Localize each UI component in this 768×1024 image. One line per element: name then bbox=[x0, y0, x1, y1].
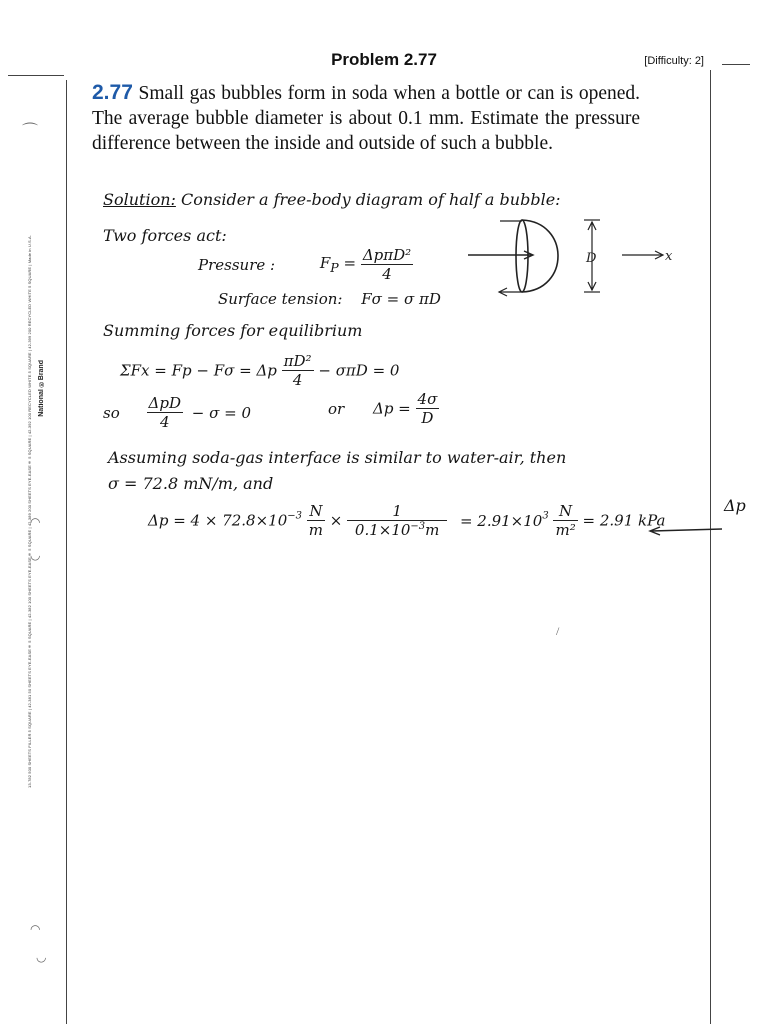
difficulty-badge: [Difficulty: 2] bbox=[644, 55, 704, 67]
tension-equation: Fσ = σ πD bbox=[361, 290, 441, 308]
so-equation bbox=[103, 394, 251, 431]
final-times: × bbox=[329, 511, 343, 530]
pressure-denominator: 4 bbox=[382, 265, 392, 283]
problem-number: 2.77 bbox=[92, 81, 133, 104]
left-margin-line bbox=[66, 80, 67, 1024]
problem-statement bbox=[92, 80, 640, 156]
final-diameter bbox=[347, 521, 447, 539]
final-exponent-3: 3 bbox=[542, 510, 549, 522]
final-unit-n: N bbox=[307, 502, 325, 521]
scan-mark: ⌒ bbox=[22, 123, 39, 140]
summing-heading: Summing forces for equilibrium bbox=[103, 321, 363, 340]
solution-intro-text: Consider a free-body diagram of half a bubble: bbox=[180, 190, 561, 209]
solution-label: Solution: bbox=[103, 190, 176, 209]
or-label: or bbox=[328, 399, 345, 418]
final-exponent-2: −3 bbox=[410, 521, 426, 532]
bubble-flat-face bbox=[516, 220, 528, 292]
sum-rhs: − σπD = 0 bbox=[318, 361, 400, 380]
final-equals: = 2.91×10 bbox=[459, 511, 543, 530]
tension-label: Surface tension: bbox=[218, 290, 343, 308]
pressure-fraction bbox=[361, 246, 413, 283]
so-denominator: 4 bbox=[159, 413, 170, 431]
problem-text: Small gas bubbles form in soda when a bottle or can is opened. The average bubble diameter is about 0.1 mm. Estimate the pressure difference between the inside and outside of such a bubble. bbox=[92, 83, 641, 154]
sum-fraction bbox=[282, 352, 314, 389]
final-den-unit: m bbox=[425, 521, 440, 539]
page-title: Problem 2.77 bbox=[331, 50, 437, 69]
pressure-numerator: ΔpπD² bbox=[362, 246, 412, 264]
or-numerator: 4σ bbox=[417, 390, 438, 408]
or-denominator: D bbox=[421, 409, 434, 427]
x-axis-label: x bbox=[665, 249, 673, 264]
assumption-line-1: Assuming soda-gas interface is similar to water-air, then bbox=[108, 448, 567, 467]
final-one: 1 bbox=[347, 502, 447, 521]
scan-mark: ◡ bbox=[30, 548, 41, 562]
pressure-label: Pressure : bbox=[198, 255, 276, 274]
answer-label: Δp bbox=[724, 496, 746, 515]
right-margin-line bbox=[710, 70, 711, 1024]
paper-specs-text: 13-782 500 SHEETS FILLER 5 SQUARE | 42-381 50 SHEETS EYE-EASE® 5 SQUARE | 42-382 100 SHEETS EYE-EASE® 5 SQUARE | 42-389 200 SHEETS EYE-EASE® 5 SQUARE | 42-392 100 RECYCLED WHITE 5 SQUARE | 42-399 200 RECYCLED WHITE 5 SQUARE | Made in U.S.A. bbox=[27, 235, 32, 788]
final-exponent-1: −3 bbox=[287, 510, 302, 522]
assumption-line-2: σ = 72.8 mN/m, and bbox=[108, 474, 274, 493]
two-forces-heading: Two forces act: bbox=[103, 226, 227, 245]
final-unit-m: m bbox=[308, 521, 324, 539]
scan-mark: ◡ bbox=[36, 950, 47, 964]
so-numerator: ΔpD bbox=[148, 394, 181, 412]
final-result-unit-fraction bbox=[553, 502, 577, 539]
final-result-unit-m2: m² bbox=[555, 521, 576, 539]
sum-equation bbox=[120, 352, 399, 389]
answer-arrow bbox=[640, 515, 725, 539]
diameter-label: D bbox=[586, 251, 597, 266]
scan-mark: ◠ bbox=[30, 922, 41, 936]
pressure-line bbox=[198, 246, 413, 283]
final-calculation bbox=[148, 502, 665, 539]
or-equation bbox=[328, 390, 439, 427]
sum-lhs: ΣFx = Fp − Fσ = Δp bbox=[120, 361, 277, 380]
scan-mark: / bbox=[556, 624, 560, 638]
brand-logo: National ®Brand bbox=[38, 360, 45, 417]
left-top-rule bbox=[8, 75, 64, 76]
final-result: = 2.91 kPa bbox=[582, 511, 666, 530]
free-body-diagram bbox=[460, 212, 680, 302]
final-lhs: Δp = 4 × 72.8×10 bbox=[148, 511, 288, 530]
so-fraction bbox=[147, 394, 183, 431]
or-fraction bbox=[416, 390, 440, 427]
or-lhs: Δp = bbox=[372, 399, 411, 418]
pressure-eq-prefix: $F_P$ = bbox=[319, 254, 357, 275]
final-den-value: 0.1×10 bbox=[354, 521, 411, 539]
final-result-unit-n: N bbox=[553, 502, 577, 521]
sum-numerator: πD² bbox=[283, 352, 312, 370]
final-diameter-fraction bbox=[347, 502, 447, 539]
so-label: so bbox=[103, 403, 120, 422]
tension-line bbox=[218, 290, 441, 308]
final-unit-fraction bbox=[307, 502, 325, 539]
scan-mark: ◠ bbox=[30, 515, 41, 529]
solution-intro bbox=[103, 190, 561, 209]
so-rhs: − σ = 0 bbox=[191, 403, 251, 422]
sum-denominator: 4 bbox=[292, 371, 303, 389]
